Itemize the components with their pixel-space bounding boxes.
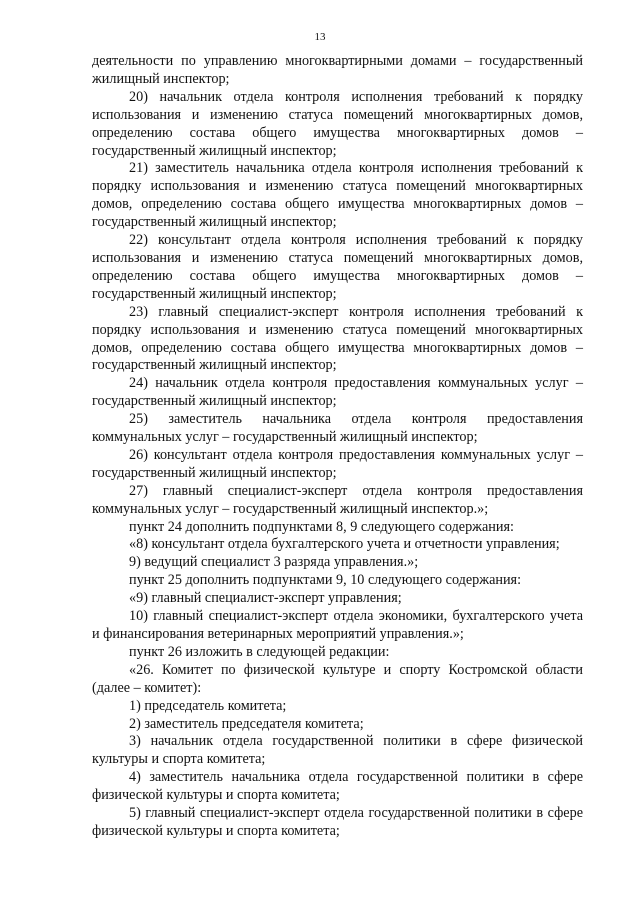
paragraph: 25) заместитель начальника отдела контроля предоставления коммунальных услуг – государственный жилищный инспектор;: [92, 411, 583, 446]
paragraph: 24) начальник отдела контроля предоставления коммунальных услуг – государственный жилищный инспектор;: [92, 375, 583, 410]
document-body: [92, 53, 583, 841]
paragraph: 23) главный специалист-эксперт контроля исполнения требований к порядку использования и изменению статуса помещений многоквартирных домов, определению состава общего имущества многоквартирных домов – государственный жилищный инспектор;: [92, 303, 583, 374]
page-number: 13: [314, 31, 326, 43]
paragraph: «8) консультант отдела бухгалтерского учета и отчетности управления;: [129, 536, 560, 553]
paragraph: пункт 24 дополнить подпунктами 8, 9 следующего содержания:: [129, 518, 514, 535]
paragraph: пункт 26 изложить в следующей редакции:: [129, 643, 390, 660]
paragraph: 10) главный специалист-эксперт отдела экономики, бухгалтерского учета и финансирования ветеринарных мероприятий управления.»;: [92, 608, 583, 642]
paragraph: 27) главный специалист-эксперт отдела контроля предоставления коммунальных услуг – государственный жилищный инспектор.»;: [92, 482, 583, 517]
paragraph: пункт 25 дополнить подпунктами 9, 10 следующего содержания:: [129, 572, 522, 589]
paragraph: 2) заместитель председателя комитета;: [129, 715, 364, 732]
paragraph: 5) главный специалист-эксперт отдела государственной политики в сфере физической культуры и спорта комитета;: [92, 805, 583, 839]
paragraph: 26) консультант отдела контроля предоставления коммунальных услуг – государственный жилищный инспектор;: [92, 446, 583, 481]
paragraph: 22) консультант отдела контроля исполнения требований к порядку использования и изменению статуса помещений многоквартирных домов, определению состава общего имущества многоквартирных домов – государственный жилищный инспектор;: [92, 232, 583, 302]
paragraph: 21) заместитель начальника отдела контроля исполнения требований к порядку использования и изменению статуса помещений многоквартирных домов, определению состава общего имущества многоквартирных домов – государственный жилищный инспектор;: [92, 160, 583, 231]
paragraph: 4) заместитель начальника отдела государственной политики в сфере физической культуры и спорта комитета;: [92, 769, 583, 804]
paragraph: 1) председатель комитета;: [129, 697, 287, 714]
paragraph: «26. Комитет по физической культуре и спорту Костромской области (далее – комитет):: [92, 661, 583, 696]
paragraph: «9) главный специалист-эксперт управления;: [129, 590, 402, 607]
paragraph: деятельности по управлению многоквартирными домами – государственный жилищный инспектор;: [92, 53, 583, 87]
paragraph: 3) начальник отдела государственной политики в сфере физической культуры и спорта комитета;: [92, 733, 583, 768]
paragraph: 9) ведущий специалист 3 разряда управления.»;: [129, 554, 419, 571]
paragraph: 20) начальник отдела контроля исполнения требований к порядку использования и изменению статуса помещений многоквартирных домов, определению состава общего имущества многоквартирных домов – государственный жилищный инспектор;: [92, 88, 583, 159]
